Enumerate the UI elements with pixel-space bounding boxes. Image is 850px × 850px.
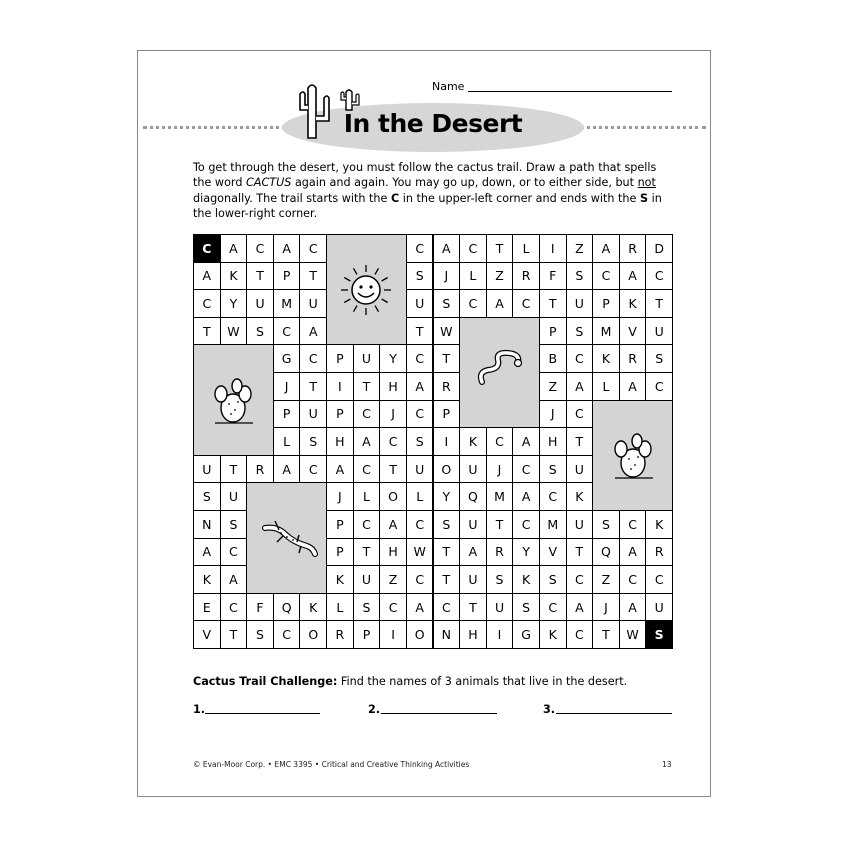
page-number: 13 (662, 760, 672, 769)
grid-cell[interactable]: Z (539, 372, 567, 401)
grid-cell[interactable]: J (379, 400, 407, 429)
grid-cell[interactable]: C (539, 482, 567, 511)
grid-cell[interactable]: W (619, 620, 647, 649)
grid-cell[interactable]: T (486, 510, 514, 539)
grid-cell[interactable]: K (299, 593, 327, 622)
grid-cell[interactable]: T (566, 538, 594, 567)
grid-cell[interactable]: Y (433, 482, 461, 511)
grid-cell[interactable]: C (353, 400, 381, 429)
cactus-icon (193, 344, 274, 455)
grid-cell[interactable]: S (299, 427, 327, 456)
dotted-rule-right (580, 126, 706, 129)
grid-cell[interactable]: S (645, 344, 673, 373)
grid-cell[interactable]: R (512, 262, 540, 291)
grid-cell[interactable]: T (486, 234, 514, 263)
grid-cell[interactable]: T (246, 262, 274, 291)
grid-cell[interactable]: S (512, 593, 540, 622)
grid-cell[interactable]: U (406, 289, 434, 318)
grid-cell[interactable]: H (326, 427, 354, 456)
grid-cell[interactable]: Z (486, 262, 514, 291)
grid-cell[interactable]: F (539, 262, 567, 291)
grid-cell[interactable]: T (193, 317, 221, 346)
grid-cell[interactable]: C (246, 234, 274, 263)
grid-cell[interactable]: P (273, 262, 301, 291)
grid-cell[interactable]: P (592, 289, 620, 318)
grid-cell[interactable]: C (299, 234, 327, 263)
grid-cell[interactable]: U (299, 400, 327, 429)
grid-cell[interactable]: A (273, 234, 301, 263)
grid-cell[interactable]: C (273, 620, 301, 649)
grid-cell[interactable]: T (379, 455, 407, 484)
grid-cell[interactable]: C (645, 262, 673, 291)
grid-cell[interactable]: P (273, 400, 301, 429)
grid-cell[interactable]: C (406, 565, 434, 594)
grid-cell[interactable]: U (566, 510, 594, 539)
grid-cell[interactable]: C (645, 565, 673, 594)
grid-cell[interactable]: J (486, 455, 514, 484)
grid-cell[interactable]: R (645, 538, 673, 567)
grid-cell[interactable]: C (619, 510, 647, 539)
grid-cell[interactable]: C (645, 372, 673, 401)
grid-cell[interactable]: L (273, 427, 301, 456)
grid-cell[interactable]: C (539, 593, 567, 622)
grid-cell[interactable]: I (326, 372, 354, 401)
grid-cell[interactable]: S (220, 510, 248, 539)
grid-cell[interactable]: U (645, 593, 673, 622)
grid-cell[interactable]: O (379, 482, 407, 511)
cactus-trail-grid (193, 234, 672, 648)
grid-cell[interactable]: S (246, 620, 274, 649)
grid-cell[interactable]: C (406, 400, 434, 429)
grid-cell[interactable]: T (459, 593, 487, 622)
grid-cell[interactable]: R (246, 455, 274, 484)
grid-cell[interactable]: Q (592, 538, 620, 567)
grid-cell[interactable]: U (193, 455, 221, 484)
grid-cell[interactable]: M (486, 482, 514, 511)
grid-cell[interactable]: S (433, 510, 461, 539)
grid-cell[interactable]: K (592, 344, 620, 373)
grid-cell[interactable]: U (566, 455, 594, 484)
grid-cell[interactable]: A (512, 482, 540, 511)
grid-cell[interactable]: V (193, 620, 221, 649)
grid-cell[interactable]: U (486, 593, 514, 622)
grid-cell[interactable]: C (379, 593, 407, 622)
grid-cell[interactable]: Q (459, 482, 487, 511)
grid-cell[interactable]: Q (273, 593, 301, 622)
grid-cell[interactable]: U (220, 482, 248, 511)
grid-cell[interactable]: A (299, 317, 327, 346)
grid-cell[interactable]: W (406, 538, 434, 567)
grid-cell[interactable]: C (193, 289, 221, 318)
grid-cell[interactable]: F (246, 593, 274, 622)
answer-field-3[interactable] (556, 713, 672, 714)
grid-cell[interactable]: T (299, 262, 327, 291)
grid-cell[interactable]: A (619, 538, 647, 567)
grid-cell[interactable]: T (220, 620, 248, 649)
grid-cell[interactable]: N (193, 510, 221, 539)
grid-cell[interactable]: A (193, 262, 221, 291)
answer-field-1[interactable] (205, 713, 320, 714)
grid-cell[interactable]: J (592, 593, 620, 622)
grid-cell[interactable]: A (486, 289, 514, 318)
grid-cell[interactable]: Y (220, 289, 248, 318)
grid-cell[interactable]: L (512, 234, 540, 263)
grid-cell[interactable]: Y (512, 538, 540, 567)
grid-cell[interactable]: L (459, 262, 487, 291)
grid-cell[interactable]: H (539, 427, 567, 456)
grid-cell[interactable]: S (592, 510, 620, 539)
grid-cell[interactable]: P (433, 400, 461, 429)
grid-cell[interactable]: C (566, 344, 594, 373)
grid-cell[interactable]: O (299, 620, 327, 649)
grid-cell[interactable]: S (193, 482, 221, 511)
grid-cell[interactable]: A (326, 455, 354, 484)
grid-cell[interactable]: S (246, 317, 274, 346)
grid-cell[interactable]: T (353, 538, 381, 567)
grid-cell[interactable]: B (539, 344, 567, 373)
grid-cell[interactable]: P (326, 344, 354, 373)
answer-number-1: 1. (193, 703, 206, 716)
grid-cell[interactable]: C (459, 234, 487, 263)
grid-cell[interactable]: G (512, 620, 540, 649)
grid-cell[interactable]: A (459, 538, 487, 567)
grid-cell[interactable]: M (273, 289, 301, 318)
grid-cell[interactable]: P (539, 317, 567, 346)
cactus-icon (592, 400, 673, 511)
grid-cell[interactable]: T (433, 538, 461, 567)
grid-cell[interactable]: P (326, 400, 354, 429)
grid-cell[interactable]: U (459, 565, 487, 594)
end-cell[interactable]: S (645, 620, 673, 649)
grid-cell[interactable]: A (273, 455, 301, 484)
grid-cell[interactable]: R (433, 372, 461, 401)
grid-cell[interactable]: W (433, 317, 461, 346)
grid-cell[interactable]: C (512, 455, 540, 484)
grid-cell[interactable]: L (353, 482, 381, 511)
grid-cell[interactable]: Z (379, 565, 407, 594)
grid-cell[interactable]: A (619, 372, 647, 401)
grid-cell[interactable]: K (220, 262, 248, 291)
grid-cell[interactable]: O (433, 455, 461, 484)
grid-cell[interactable]: C (459, 289, 487, 318)
grid-cell[interactable]: C (592, 262, 620, 291)
name-field[interactable] (468, 91, 672, 92)
grid-cell[interactable]: J (326, 482, 354, 511)
grid-cell[interactable]: A (592, 234, 620, 263)
grid-cell[interactable]: D (645, 234, 673, 263)
grid-cell[interactable]: A (220, 565, 248, 594)
grid-cell[interactable]: K (566, 482, 594, 511)
grid-cell[interactable]: S (433, 289, 461, 318)
grid-cell[interactable]: U (246, 289, 274, 318)
dotted-rule-left (143, 126, 293, 129)
grid-cell[interactable]: U (353, 344, 381, 373)
grid-cell[interactable]: O (406, 620, 434, 649)
grid-cell[interactable]: C (512, 289, 540, 318)
challenge-prompt: Cactus Trail Challenge: Find the names of 3 animals that live in the desert. (193, 675, 628, 688)
start-cell[interactable]: C (193, 234, 221, 263)
grid-cell[interactable]: I (433, 427, 461, 456)
grid-cell[interactable]: U (353, 565, 381, 594)
grid-cell[interactable]: K (193, 565, 221, 594)
grid-cell[interactable]: E (193, 593, 221, 622)
grid-cell[interactable]: S (566, 262, 594, 291)
grid-cell[interactable]: C (406, 234, 434, 263)
grid-cell[interactable]: L (592, 372, 620, 401)
grid-cell[interactable]: M (592, 317, 620, 346)
grid-cell[interactable]: Z (566, 234, 594, 263)
grid-cell[interactable]: T (433, 344, 461, 373)
grid-cell[interactable]: T (220, 455, 248, 484)
grid-cell[interactable]: R (619, 344, 647, 373)
grid-cell[interactable]: P (353, 620, 381, 649)
grid-cell[interactable]: S (539, 565, 567, 594)
grid-cell[interactable]: A (220, 234, 248, 263)
grid-cell[interactable]: A (433, 234, 461, 263)
grid-cell[interactable]: C (220, 538, 248, 567)
grid-cell[interactable]: H (459, 620, 487, 649)
grid-cell[interactable]: C (406, 510, 434, 539)
grid-cell[interactable]: C (566, 400, 594, 429)
grid-cell[interactable]: T (406, 317, 434, 346)
grid-cell[interactable]: A (566, 593, 594, 622)
name-label: Name (432, 80, 465, 93)
grid-cell[interactable]: U (566, 289, 594, 318)
grid-cell[interactable]: W (220, 317, 248, 346)
grid-cell[interactable]: C (512, 510, 540, 539)
grid-cell[interactable]: C (353, 510, 381, 539)
grid-cell[interactable]: T (539, 289, 567, 318)
grid-cell[interactable]: T (353, 372, 381, 401)
grid-cell[interactable]: U (299, 289, 327, 318)
grid-cell[interactable]: A (512, 427, 540, 456)
grid-cell[interactable]: R (326, 620, 354, 649)
grid-cell[interactable]: T (592, 620, 620, 649)
grid-cell[interactable]: K (459, 427, 487, 456)
grid-cell[interactable]: S (353, 593, 381, 622)
grid-cell[interactable]: T (433, 565, 461, 594)
grid-cell[interactable]: N (433, 620, 461, 649)
answer-number-3: 3. (543, 703, 556, 716)
grid-cell[interactable]: C (486, 427, 514, 456)
grid-cell[interactable]: K (645, 510, 673, 539)
grid-cell[interactable]: J (433, 262, 461, 291)
grid-cell[interactable]: U (406, 455, 434, 484)
grid-cell[interactable]: T (566, 427, 594, 456)
snake-icon (459, 317, 540, 428)
grid-cell[interactable]: V (539, 538, 567, 567)
grid-cell[interactable]: K (619, 289, 647, 318)
grid-cell[interactable]: C (433, 593, 461, 622)
grid-cell[interactable]: C (353, 455, 381, 484)
grid-cell[interactable]: S (406, 427, 434, 456)
grid-cell[interactable]: I (486, 620, 514, 649)
grid-cell[interactable]: V (619, 317, 647, 346)
grid-cell[interactable]: U (645, 317, 673, 346)
grid-cell[interactable]: Y (379, 344, 407, 373)
grid-cell[interactable]: C (619, 565, 647, 594)
grid-cell[interactable]: A (619, 593, 647, 622)
grid-cell[interactable]: C (406, 344, 434, 373)
instructions: To get through the desert, you must follow the cactus trail. Draw a path that spells the word CACTUS again and again. You may go up, down, or to either side, but not diagonally. The trail starts with the C in the upper-left corner and ends with the S in the lower-right corner. (193, 161, 662, 221)
grid-cell[interactable]: A (193, 538, 221, 567)
grid-cell[interactable]: J (273, 372, 301, 401)
grid-cell[interactable]: S (406, 262, 434, 291)
grid-cell[interactable]: T (645, 289, 673, 318)
grid-cell[interactable]: R (619, 234, 647, 263)
grid-cell[interactable]: H (379, 372, 407, 401)
answer-field-2[interactable] (381, 713, 497, 714)
grid-cell[interactable]: S (539, 455, 567, 484)
grid-cell[interactable]: A (619, 262, 647, 291)
grid-cell[interactable]: G (273, 344, 301, 373)
sun-icon (326, 234, 407, 345)
grid-cell[interactable]: T (299, 372, 327, 401)
grid-cell[interactable]: K (326, 565, 354, 594)
grid-cell[interactable]: A (566, 372, 594, 401)
lizard-icon (246, 482, 327, 593)
grid-cell[interactable]: C (566, 565, 594, 594)
grid-cell[interactable]: K (539, 620, 567, 649)
grid-cell[interactable]: A (353, 427, 381, 456)
grid-cell[interactable]: C (566, 620, 594, 649)
grid-cell[interactable]: I (539, 234, 567, 263)
grid-cell[interactable]: K (512, 565, 540, 594)
page-title: In the Desert (343, 109, 523, 138)
grid-cell[interactable]: S (486, 565, 514, 594)
grid-cell[interactable]: P (326, 510, 354, 539)
grid-cell[interactable]: S (566, 317, 594, 346)
grid-cell[interactable]: L (406, 482, 434, 511)
grid-cell[interactable]: A (379, 510, 407, 539)
footer-credit: © Evan-Moor Corp. • EMC 3395 • Critical and Creative Thinking Activities (193, 760, 470, 769)
grid-cell[interactable]: C (273, 317, 301, 346)
grid-cell[interactable]: Z (592, 565, 620, 594)
grid-cell[interactable]: C (299, 455, 327, 484)
grid-cell[interactable]: C (220, 593, 248, 622)
grid-cell[interactable]: J (539, 400, 567, 429)
grid-cell[interactable]: P (326, 538, 354, 567)
grid-cell[interactable]: I (379, 620, 407, 649)
grid-cell[interactable]: U (459, 510, 487, 539)
grid-cell[interactable]: A (406, 593, 434, 622)
answer-number-2: 2. (368, 703, 381, 716)
grid-cell[interactable]: R (486, 538, 514, 567)
grid-cell[interactable]: C (299, 344, 327, 373)
grid-cell[interactable]: L (326, 593, 354, 622)
grid-cell[interactable]: M (539, 510, 567, 539)
grid-cell[interactable]: A (406, 372, 434, 401)
grid-cell[interactable]: C (379, 427, 407, 456)
grid-cell[interactable]: H (379, 538, 407, 567)
grid-cell[interactable]: U (459, 455, 487, 484)
